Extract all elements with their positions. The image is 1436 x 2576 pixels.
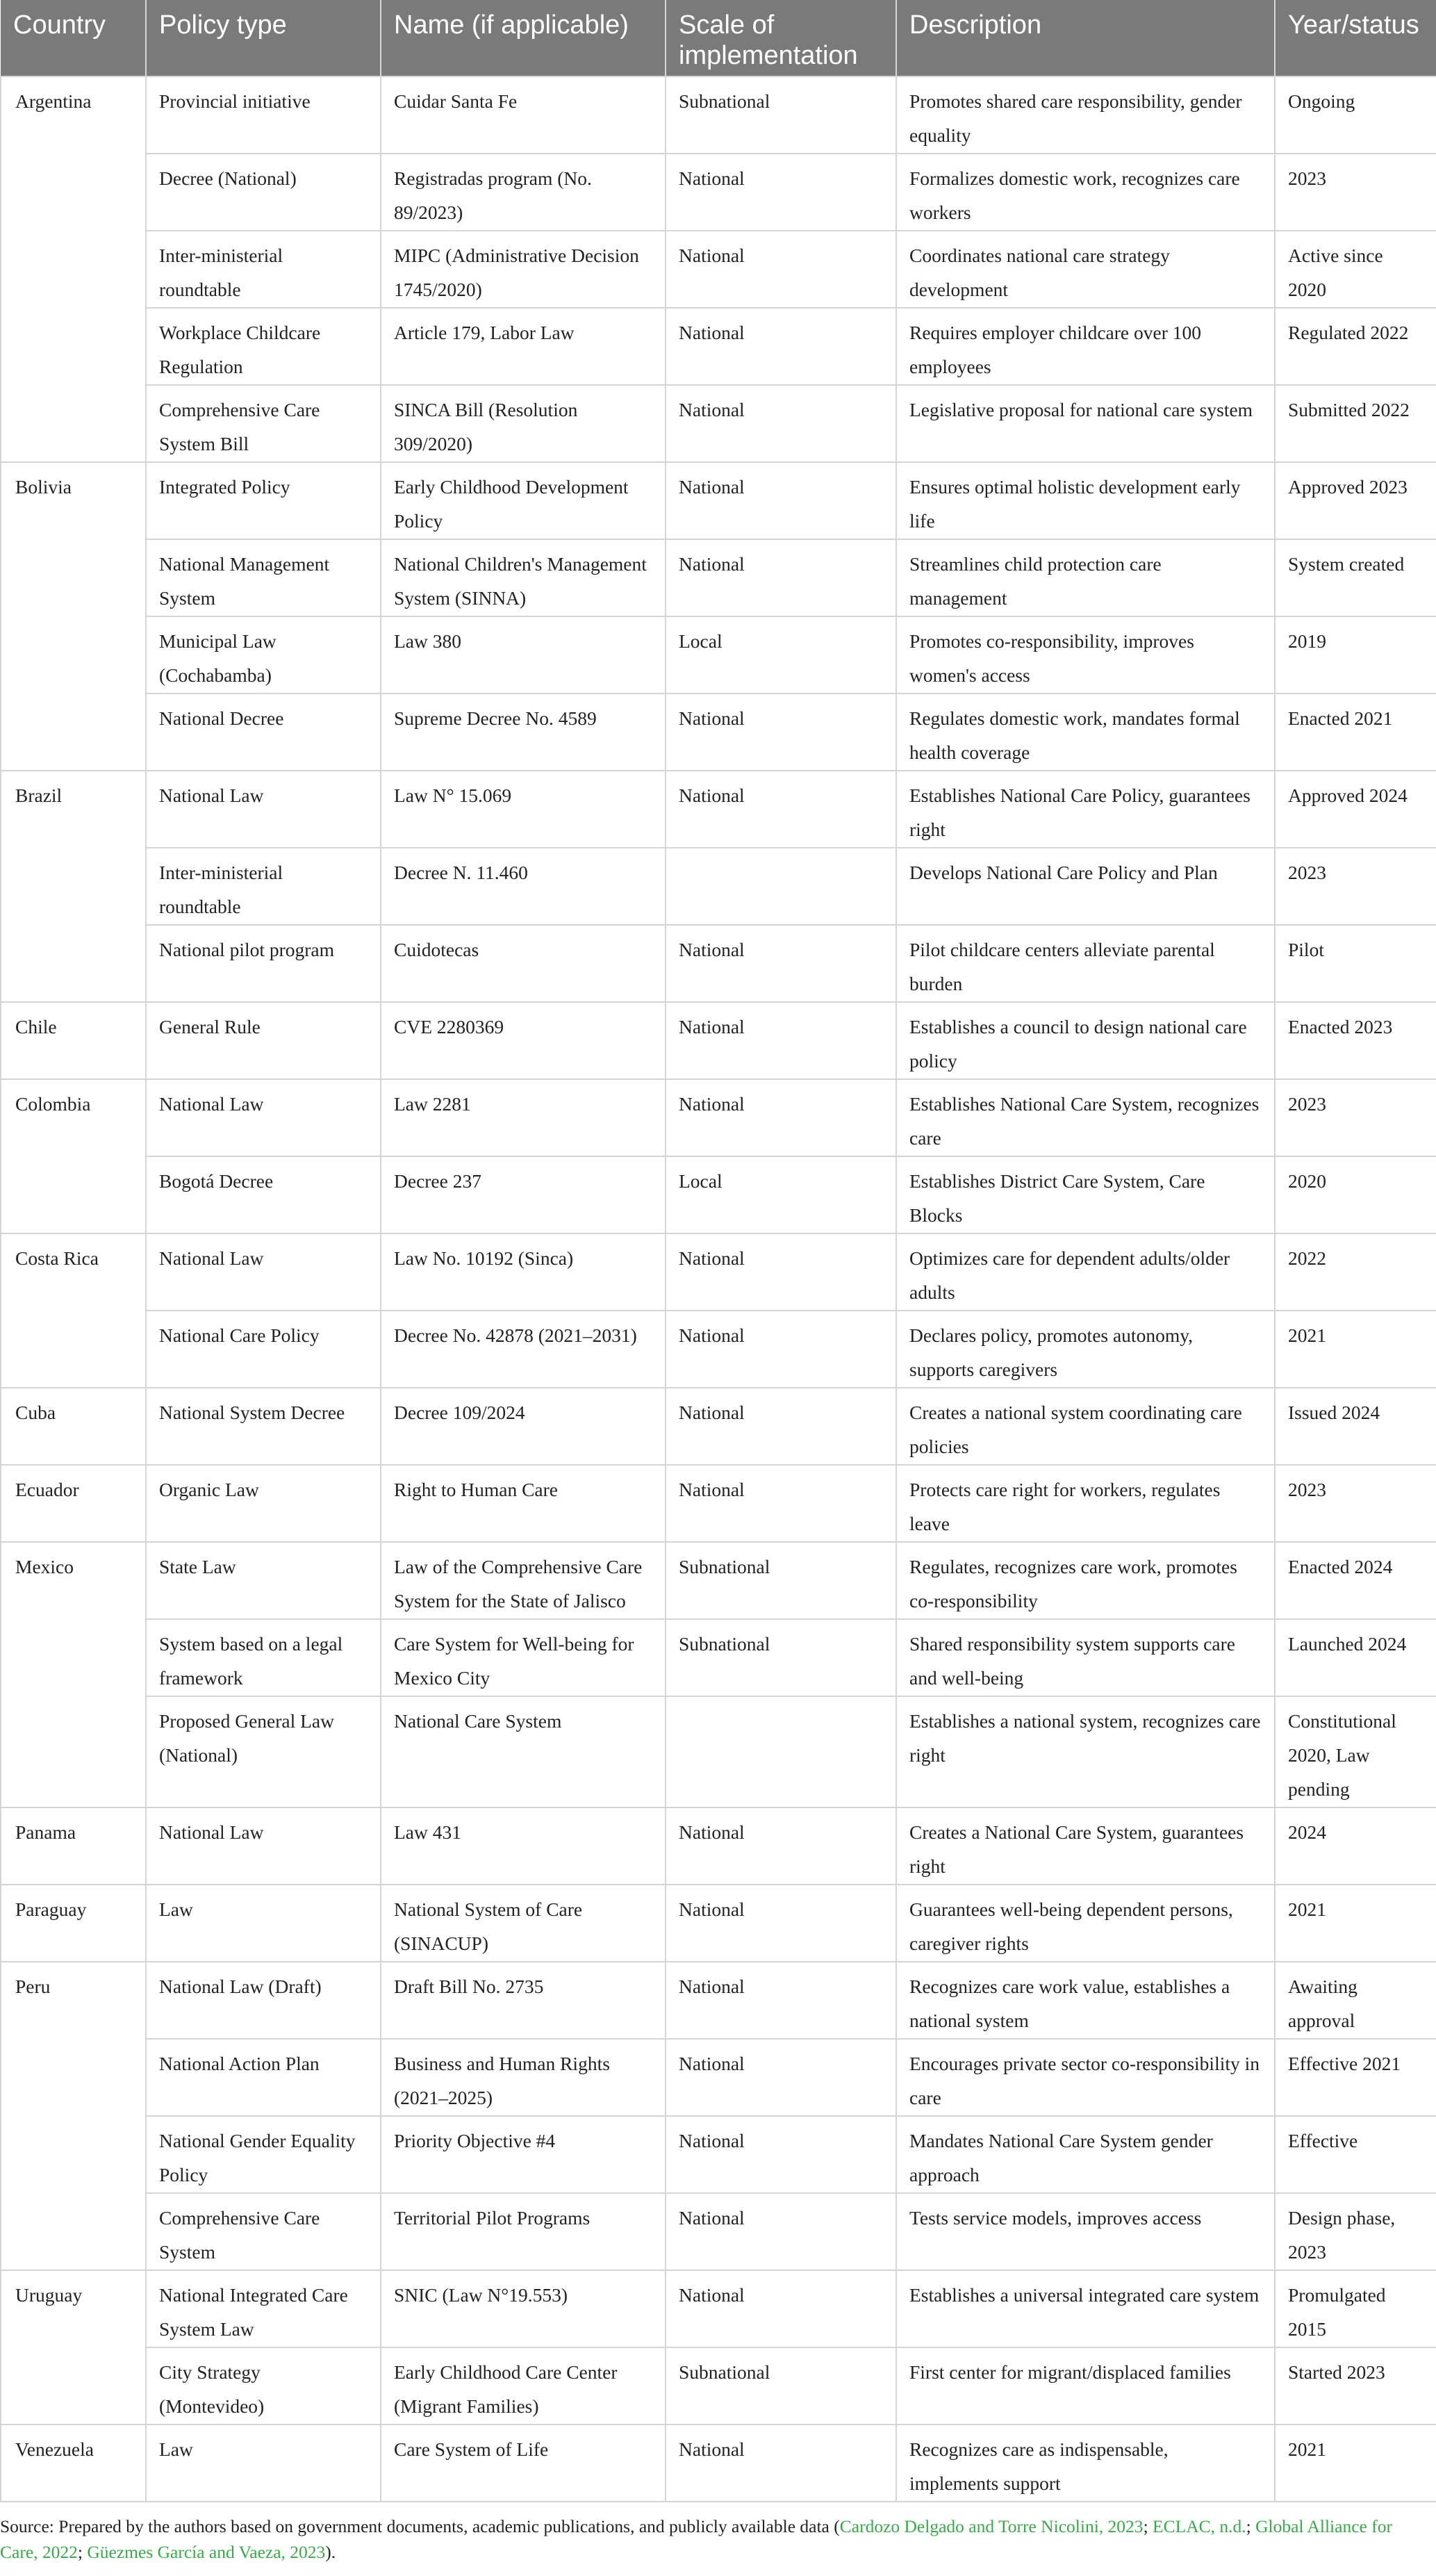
table-row (1, 616, 1436, 694)
cell-year-status: 2019 (1275, 616, 1436, 694)
cell-policy-type: Provincial initiative (146, 76, 381, 154)
cell-name: Early Childhood Care Center (Migrant Families) (381, 2347, 666, 2425)
cell-policy-type: General Rule (146, 1002, 381, 1079)
cell-country: Paraguay (1, 1885, 146, 1962)
cell-description: Recognizes care work value, establishes a national system (896, 1962, 1275, 2039)
cell-policy-type: National Law (146, 1807, 381, 1885)
cell-scale (666, 1696, 896, 1807)
cell-description: Establishes a universal integrated care system (896, 2270, 1275, 2347)
cell-scale: National (666, 1465, 896, 1542)
table-row (1, 1002, 1436, 1079)
table-row (1, 1311, 1436, 1388)
table-row (1, 1233, 1436, 1311)
source-suffix: ). (325, 2542, 336, 2562)
cell-scale: Local (666, 616, 896, 694)
cell-description: Requires employer childcare over 100 employees (896, 308, 1275, 385)
cell-year-status: 2020 (1275, 1156, 1436, 1233)
cell-scale: National (666, 308, 896, 385)
source-ref-link[interactable]: Global Alliance for Care, 2022 (0, 2516, 1392, 2562)
table-row (1, 2425, 1436, 2502)
source-separator: ; (77, 2542, 88, 2562)
cell-description: Recognizes care as indispensable, implements support (896, 2425, 1275, 2502)
cell-year-status: 2023 (1275, 1465, 1436, 1542)
cell-year-status: Launched 2024 (1275, 1619, 1436, 1696)
cell-name: Decree N. 11.460 (381, 848, 666, 925)
cell-policy-type: National System Decree (146, 1388, 381, 1465)
table-row (1, 1465, 1436, 1542)
cell-scale: National (666, 2193, 896, 2270)
table-row (1, 694, 1436, 771)
cell-policy-type: Integrated Policy (146, 462, 381, 539)
cell-policy-type: National Care Policy (146, 1311, 381, 1388)
table-row (1, 462, 1436, 539)
cell-scale: National (666, 231, 896, 308)
cell-policy-type: State Law (146, 1542, 381, 1619)
cell-scale: National (666, 1962, 896, 2039)
cell-country: Costa Rica (1, 1233, 146, 1388)
cell-year-status: Issued 2024 (1275, 1388, 1436, 1465)
cell-year-status: Pilot (1275, 925, 1436, 1002)
cell-name: Priority Objective #4 (381, 2116, 666, 2193)
cell-scale: Subnational (666, 1542, 896, 1619)
cell-name: Care System of Life (381, 2425, 666, 2502)
cell-country: Mexico (1, 1542, 146, 1807)
table-row (1, 1542, 1436, 1619)
cell-description: Creates a National Care System, guarantees right (896, 1807, 1275, 1885)
cell-year-status: 2023 (1275, 154, 1436, 231)
cell-country: Bolivia (1, 462, 146, 771)
cell-scale: National (666, 1885, 896, 1962)
cell-name: Law 2281 (381, 1079, 666, 1156)
cell-scale: National (666, 1002, 896, 1079)
cell-description: Regulates, recognizes care work, promotes co-responsibility (896, 1542, 1275, 1619)
cell-country: Ecuador (1, 1465, 146, 1542)
cell-scale: National (666, 539, 896, 616)
cell-description: Formalizes domestic work, recognizes care workers (896, 154, 1275, 231)
cell-name: Law 431 (381, 1807, 666, 1885)
cell-year-status: Promulgated 2015 (1275, 2270, 1436, 2347)
cell-description: Promotes co-responsibility, improves women's access (896, 616, 1275, 694)
cell-scale: Local (666, 1156, 896, 1233)
cell-year-status: Constitutional 2020, Law pending (1275, 1696, 1436, 1807)
cell-scale: Subnational (666, 76, 896, 154)
cell-policy-type: Comprehensive Care System Bill (146, 385, 381, 462)
cell-policy-type: National Law (146, 771, 381, 848)
cell-scale: National (666, 1388, 896, 1465)
cell-name: National Children's Management System (SINNA) (381, 539, 666, 616)
header-name: Name (if applicable) (381, 0, 666, 76)
cell-policy-type: Inter-ministerial roundtable (146, 231, 381, 308)
cell-year-status: Submitted 2022 (1275, 385, 1436, 462)
cell-policy-type: Comprehensive Care System (146, 2193, 381, 2270)
table-row (1, 771, 1436, 848)
table-row (1, 1696, 1436, 1807)
cell-name: Decree No. 42878 (2021–2031) (381, 1311, 666, 1388)
cell-policy-type: City Strategy (Montevideo) (146, 2347, 381, 2425)
table-row (1, 1388, 1436, 1465)
cell-name: Right to Human Care (381, 1465, 666, 1542)
cell-policy-type: Law (146, 1885, 381, 1962)
header-policy-type: Policy type (146, 0, 381, 76)
table-row (1, 231, 1436, 308)
cell-scale: Subnational (666, 1619, 896, 1696)
cell-description: Establishes District Care System, Care Blocks (896, 1156, 1275, 1233)
cell-policy-type: National Management System (146, 539, 381, 616)
header-description: Description (896, 0, 1275, 76)
table-row (1, 1156, 1436, 1233)
cell-scale: National (666, 2039, 896, 2116)
table-row (1, 2270, 1436, 2347)
cell-name: MIPC (Administrative Decision 1745/2020) (381, 231, 666, 308)
table-row (1, 539, 1436, 616)
cell-policy-type: National Law (146, 1233, 381, 1311)
table-body (1, 76, 1436, 2502)
cell-policy-type: Decree (National) (146, 154, 381, 231)
cell-policy-type: Bogotá Decree (146, 1156, 381, 1233)
cell-year-status: 2021 (1275, 2425, 1436, 2502)
cell-name: SINCA Bill (Resolution 309/2020) (381, 385, 666, 462)
cell-name: Early Childhood Development Policy (381, 462, 666, 539)
cell-year-status: Active since 2020 (1275, 231, 1436, 308)
cell-name: Cuidotecas (381, 925, 666, 1002)
cell-name: Business and Human Rights (2021–2025) (381, 2039, 666, 2116)
header-year-status: Year/status (1275, 0, 1436, 76)
cell-description: Pilot childcare centers alleviate parental burden (896, 925, 1275, 1002)
cell-year-status: 2021 (1275, 1311, 1436, 1388)
cell-scale: National (666, 2425, 896, 2502)
cell-description: Ensures optimal holistic development early life (896, 462, 1275, 539)
cell-year-status: 2021 (1275, 1885, 1436, 1962)
cell-country: Chile (1, 1002, 146, 1079)
cell-name: Supreme Decree No. 4589 (381, 694, 666, 771)
cell-name: Territorial Pilot Programs (381, 2193, 666, 2270)
table-row (1, 2193, 1436, 2270)
cell-description: First center for migrant/displaced families (896, 2347, 1275, 2425)
cell-scale: National (666, 462, 896, 539)
table-row (1, 2116, 1436, 2193)
cell-description: Tests service models, improves access (896, 2193, 1275, 2270)
cell-name: Decree 109/2024 (381, 1388, 666, 1465)
cell-policy-type: National Law (146, 1079, 381, 1156)
cell-country: Brazil (1, 771, 146, 1002)
cell-country: Peru (1, 1962, 146, 2270)
table-header (1, 0, 1436, 76)
cell-year-status: 2024 (1275, 1807, 1436, 1885)
cell-description: Protects care right for workers, regulates leave (896, 1465, 1275, 1542)
cell-scale: Subnational (666, 2347, 896, 2425)
cell-description: Establishes National Care System, recognizes care (896, 1079, 1275, 1156)
header-scale: Scale of implementation (666, 0, 896, 76)
cell-description: Shared responsibility system supports care and well-being (896, 1619, 1275, 1696)
cell-name: Decree 237 (381, 1156, 666, 1233)
cell-name: Law of the Comprehensive Care System for the State of Jalisco (381, 1542, 666, 1619)
cell-year-status: Enacted 2024 (1275, 1542, 1436, 1619)
cell-country: Cuba (1, 1388, 146, 1465)
table-row (1, 1885, 1436, 1962)
source-note (0, 2513, 1431, 2565)
cell-name: National Care System (381, 1696, 666, 1807)
cell-year-status: 2023 (1275, 848, 1436, 925)
cell-policy-type: National Decree (146, 694, 381, 771)
cell-description: Guarantees well-being dependent persons, caregiver rights (896, 1885, 1275, 1962)
cell-country: Colombia (1, 1079, 146, 1233)
cell-scale (666, 848, 896, 925)
cell-scale: National (666, 925, 896, 1002)
table-row (1, 2039, 1436, 2116)
cell-policy-type: National Gender Equality Policy (146, 2116, 381, 2193)
cell-year-status: Approved 2023 (1275, 462, 1436, 539)
cell-scale: National (666, 694, 896, 771)
cell-name: Cuidar Santa Fe (381, 76, 666, 154)
table-row (1, 385, 1436, 462)
cell-country: Panama (1, 1807, 146, 1885)
source-ref-link[interactable]: ECLAC, n.d. (1153, 2516, 1246, 2536)
cell-scale: National (666, 1079, 896, 1156)
header-row (1, 0, 1436, 76)
cell-scale: National (666, 2116, 896, 2193)
source-ref-link[interactable]: Cardozo Delgado and Torre Nicolini, 2023 (839, 2516, 1144, 2536)
cell-policy-type: Organic Law (146, 1465, 381, 1542)
cell-year-status: Awaiting approval (1275, 1962, 1436, 2039)
cell-description: Establishes a national system, recognizes care right (896, 1696, 1275, 1807)
cell-name: SNIC (Law N°19.553) (381, 2270, 666, 2347)
cell-policy-type: National Law (Draft) (146, 1962, 381, 2039)
source-ref-link[interactable]: Güezmes García and Vaeza, 2023 (87, 2542, 326, 2562)
cell-year-status: Enacted 2023 (1275, 1002, 1436, 1079)
cell-scale: National (666, 1233, 896, 1311)
cell-name: Law N° 15.069 (381, 771, 666, 848)
cell-description: Establishes a council to design national care policy (896, 1002, 1275, 1079)
cell-year-status: Started 2023 (1275, 2347, 1436, 2425)
cell-policy-type: Workplace Childcare Regulation (146, 308, 381, 385)
cell-scale: National (666, 1807, 896, 1885)
cell-scale: National (666, 771, 896, 848)
cell-policy-type: Law (146, 2425, 381, 2502)
source-separator: ; (1143, 2516, 1153, 2536)
table-row (1, 2347, 1436, 2425)
cell-policy-type: Proposed General Law (National) (146, 1696, 381, 1807)
header-country: Country (1, 0, 146, 76)
cell-description: Optimizes care for dependent adults/older adults (896, 1233, 1275, 1311)
cell-name: Law No. 10192 (Sinca) (381, 1233, 666, 1311)
cell-year-status: Effective 2021 (1275, 2039, 1436, 2116)
cell-name: Draft Bill No. 2735 (381, 1962, 666, 2039)
cell-description: Develops National Care Policy and Plan (896, 848, 1275, 925)
cell-description: Mandates National Care System gender approach (896, 2116, 1275, 2193)
table-row (1, 848, 1436, 925)
table-row (1, 1807, 1436, 1885)
cell-description: Coordinates national care strategy development (896, 231, 1275, 308)
cell-policy-type: Municipal Law (Cochabamba) (146, 616, 381, 694)
cell-country: Argentina (1, 76, 146, 462)
cell-policy-type: National Integrated Care System Law (146, 2270, 381, 2347)
cell-year-status: Enacted 2021 (1275, 694, 1436, 771)
table-row (1, 1079, 1436, 1156)
table-row (1, 1619, 1436, 1696)
source-prefix: Source: Prepared by the authors based on government documents, academic publications, and publicly available data ( (0, 2516, 840, 2536)
cell-name: National System of Care (SINACUP) (381, 1885, 666, 1962)
table-row (1, 76, 1436, 154)
cell-scale: National (666, 1311, 896, 1388)
cell-year-status: Approved 2024 (1275, 771, 1436, 848)
cell-name: CVE 2280369 (381, 1002, 666, 1079)
cell-policy-type: National pilot program (146, 925, 381, 1002)
cell-policy-type: National Action Plan (146, 2039, 381, 2116)
cell-scale: National (666, 385, 896, 462)
cell-country: Uruguay (1, 2270, 146, 2425)
cell-description: Creates a national system coordinating care policies (896, 1388, 1275, 1465)
cell-year-status: 2022 (1275, 1233, 1436, 1311)
cell-year-status: Regulated 2022 (1275, 308, 1436, 385)
cell-country: Venezuela (1, 2425, 146, 2502)
cell-name: Care System for Well-being for Mexico City (381, 1619, 666, 1696)
cell-year-status: System created (1275, 539, 1436, 616)
cell-scale: National (666, 2270, 896, 2347)
table-row (1, 925, 1436, 1002)
table-row (1, 308, 1436, 385)
cell-description: Promotes shared care responsibility, gender equality (896, 76, 1275, 154)
table-row (1, 154, 1436, 231)
source-separator: ; (1246, 2516, 1256, 2536)
cell-name: Article 179, Labor Law (381, 308, 666, 385)
cell-description: Declares policy, promotes autonomy, supports caregivers (896, 1311, 1275, 1388)
cell-description: Encourages private sector co-responsibility in care (896, 2039, 1275, 2116)
cell-year-status: 2023 (1275, 1079, 1436, 1156)
cell-year-status: Effective (1275, 2116, 1436, 2193)
cell-name: Registradas program (No. 89/2023) (381, 154, 666, 231)
cell-name: Law 380 (381, 616, 666, 694)
cell-description: Streamlines child protection care management (896, 539, 1275, 616)
cell-description: Establishes National Care Policy, guarantees right (896, 771, 1275, 848)
cell-description: Legislative proposal for national care system (896, 385, 1275, 462)
cell-scale: National (666, 154, 896, 231)
cell-policy-type: Inter-ministerial roundtable (146, 848, 381, 925)
cell-year-status: Design phase, 2023 (1275, 2193, 1436, 2270)
cell-policy-type: System based on a legal framework (146, 1619, 381, 1696)
cell-description: Regulates domestic work, mandates formal health coverage (896, 694, 1275, 771)
table-row (1, 1962, 1436, 2039)
cell-year-status: Ongoing (1275, 76, 1436, 154)
